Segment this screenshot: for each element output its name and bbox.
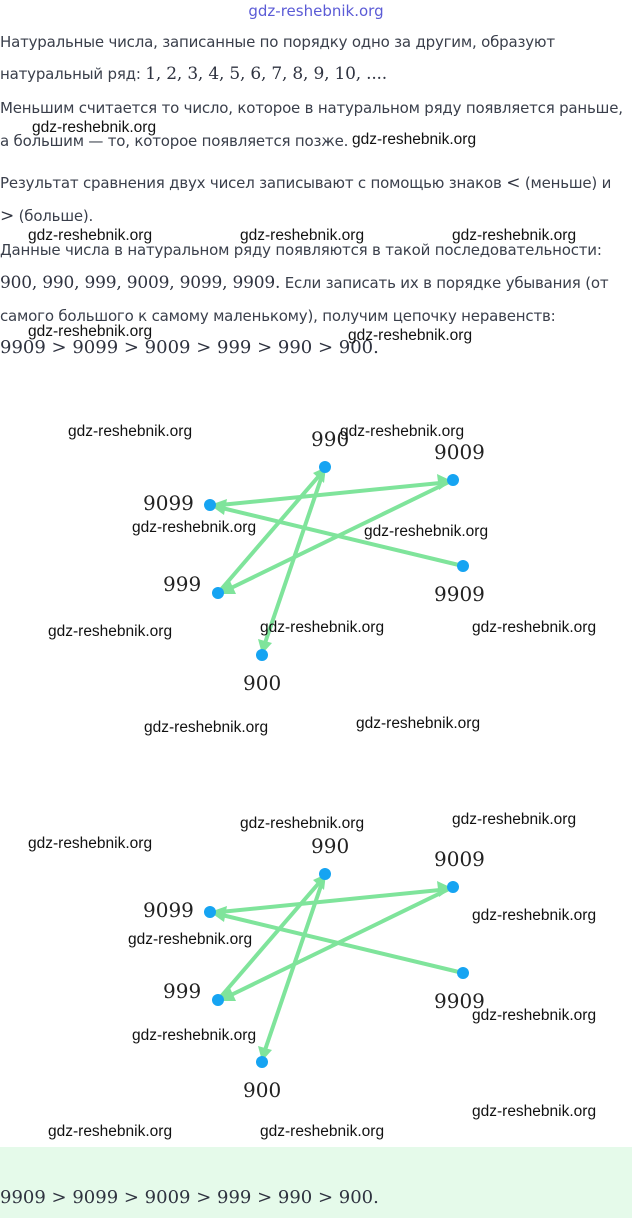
watermark: gdz-reshebnik.org [28,835,153,852]
watermark: gdz-reshebnik.org [340,423,465,440]
natural-series-math: 1, 2, 3, 4, 5, 6, 7, 8, 9, 10, .... [145,64,387,84]
arrow-9009-to-999 [229,887,453,996]
watermark: gdz-reshebnik.org [472,1103,597,1120]
less-than-sign: < [506,173,521,193]
answer-inequality-chain: 9909 > 9099 > 9009 > 999 > 990 > 900. [0,1187,379,1208]
node-900 [256,1056,268,1068]
arrow-990-to-900 [265,467,325,643]
watermark: gdz-reshebnik.org [28,227,153,244]
watermark: gdz-reshebnik.org [452,811,577,828]
label-9099: 9099 [143,491,194,515]
watermark: gdz-reshebnik.org [128,931,253,948]
watermark: gdz-reshebnik.org [68,423,193,440]
label-990: 990 [311,834,350,858]
watermark: gdz-reshebnik.org [348,327,473,344]
watermark: gdz-reshebnik.org [472,619,597,636]
number-arrow-diagram-2 [0,815,632,1115]
watermark: gdz-reshebnik.org [240,227,365,244]
label-900: 900 [243,1078,282,1102]
watermark: gdz-reshebnik.org [132,519,257,536]
node-9009 [447,474,459,486]
node-9909 [457,560,469,572]
label-999: 999 [163,979,202,1003]
node-9099 [204,499,216,511]
node-999 [212,587,224,599]
comparison-lead: Результат сравнения двух чисел записывают с помощью знаков [0,174,507,192]
watermark: gdz-reshebnik.org [48,623,173,640]
watermark: gdz-reshebnik.org [28,323,153,340]
label-9909: 9909 [434,582,485,606]
label-9009: 9009 [434,847,485,871]
paragraph-comparison-signs [0,167,632,233]
arrow-9909-to-9099 [222,915,463,973]
node-990 [319,868,331,880]
node-9909 [457,967,469,979]
watermark: gdz-reshebnik.org [32,119,157,136]
node-9099 [204,906,216,918]
site-header-link[interactable]: gdz-reshebnik.org [248,2,384,20]
answer-block [0,1147,632,1218]
watermark: gdz-reshebnik.org [472,1007,597,1024]
watermark: gdz-reshebnik.org [364,523,489,540]
number-arrow-diagram-1 [0,408,632,708]
paragraph-smaller-larger: Меньшим считается то число, которое в натуральном ряду появляется раньше, а большим — то, которое появляется позже. [0,99,623,150]
sequence-lead: Данные числа в натуральном ряду появляются в такой последовательности: [0,241,602,259]
watermark: gdz-reshebnik.org [240,815,365,832]
sequence-math: 900, 990, 999, 9009, 9099, 9909. [0,273,281,293]
node-999 [212,994,224,1006]
comparison-tail: (больше). [14,207,94,225]
arrow-990-to-900 [265,874,325,1050]
greater-than-sign: > [0,206,15,226]
watermark: gdz-reshebnik.org [452,227,577,244]
node-990 [319,461,331,473]
inequality-chain: 9909 > 9099 > 9009 > 999 > 990 > 900. [0,337,379,358]
watermark: gdz-reshebnik.org [132,1027,257,1044]
label-900: 900 [243,671,282,695]
paragraph-sequence [0,234,632,333]
comparison-mid: (меньше) и [520,174,612,192]
watermark: gdz-reshebnik.org [260,619,385,636]
watermark: gdz-reshebnik.org [48,1123,173,1140]
node-9009 [447,881,459,893]
label-999: 999 [163,572,202,596]
label-9099: 9099 [143,898,194,922]
paragraph-natural-series-line1: Натуральные числа, записанные по порядку одно за другим, образуют [0,33,555,51]
paragraph-natural-series-line2 [0,58,632,91]
node-900 [256,649,268,661]
watermark: gdz-reshebnik.org [260,1123,385,1140]
watermark: gdz-reshebnik.org [144,719,269,736]
watermark: gdz-reshebnik.org [472,907,597,924]
natural-series-lead: натуральный ряд: [0,65,146,83]
label-990: 990 [311,427,350,451]
sequence-rest: Если записать их в порядке убывания (от самого большого к самому маленькому), получим цепочку неравенств: [0,274,609,325]
watermark: gdz-reshebnik.org [352,131,477,148]
watermark: gdz-reshebnik.org [356,715,481,732]
label-9909: 9909 [434,989,485,1013]
label-9009: 9009 [434,440,485,464]
